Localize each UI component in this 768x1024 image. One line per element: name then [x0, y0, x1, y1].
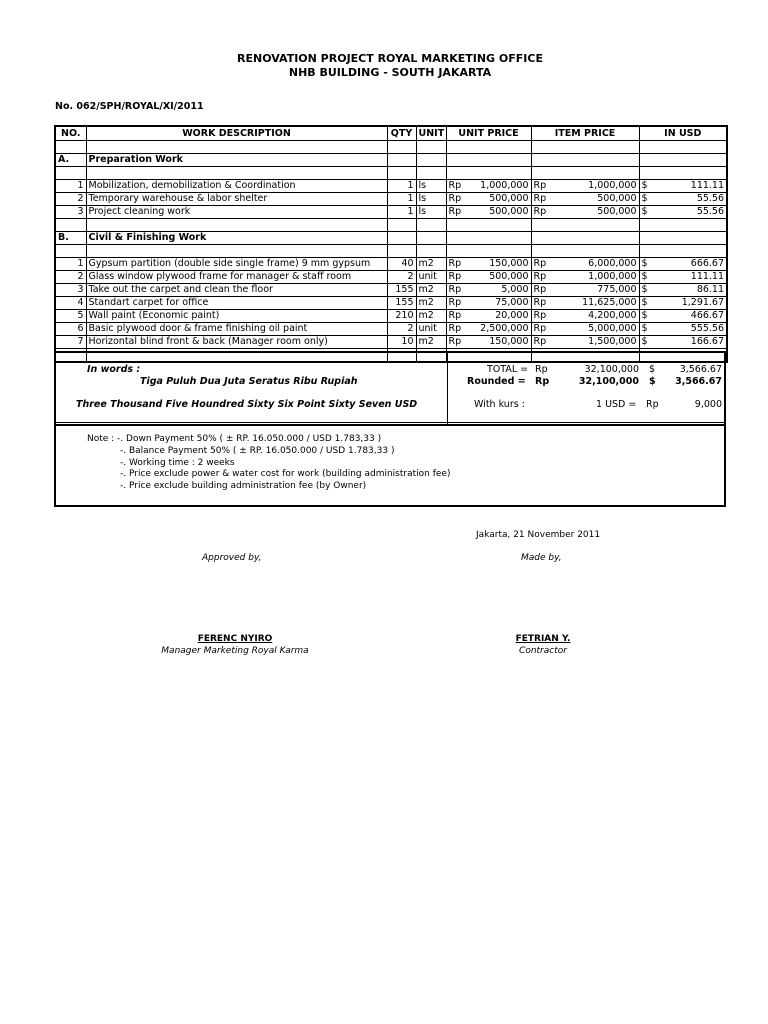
row-usd-currency: $ [639, 336, 659, 349]
spacer-row [55, 245, 727, 258]
rounded-usd: 3,566.67 [675, 376, 722, 387]
kurs-label: With kurs : [474, 399, 525, 410]
col-header-qty: QTY [387, 126, 416, 141]
row-unit-price: 75,000 [470, 297, 531, 310]
row-unit: ls [416, 206, 446, 219]
row-usd-currency: $ [639, 297, 659, 310]
row-unit-price-currency: Rp [446, 284, 470, 297]
table-row [55, 180, 727, 193]
row-unit-price: 500,000 [470, 206, 531, 219]
row-item-price-currency: Rp [531, 193, 555, 206]
words-usd: Three Thousand Five Houndred Sixty Six Point Sixty Seven USD [76, 399, 418, 410]
row-usd-currency: $ [639, 193, 659, 206]
section-title: Preparation Work [86, 154, 387, 167]
table-row [55, 193, 727, 206]
total-usd-symbol: $ [649, 364, 656, 375]
row-usd: 111.11 [659, 271, 727, 284]
summary-divider [447, 353, 448, 424]
row-item-price-currency: Rp [531, 258, 555, 271]
table-row [55, 310, 727, 323]
row-usd-currency: $ [639, 310, 659, 323]
maker-title: Contractor [519, 646, 567, 656]
row-description: Horizontal blind front & back (Manager room only) [86, 336, 387, 349]
row-qty: 210 [387, 310, 416, 323]
row-unit-price: 1,000,000 [470, 180, 531, 193]
row-unit-price-currency: Rp [446, 258, 470, 271]
rounded-rp: Rp [535, 376, 550, 387]
row-usd-currency: $ [639, 284, 659, 297]
maker-name: FETRIAN Y. [515, 634, 571, 644]
row-item-price-currency: Rp [531, 310, 555, 323]
row-unit-price-currency: Rp [446, 206, 470, 219]
row-usd-currency: $ [639, 180, 659, 193]
row-unit-price: 500,000 [470, 271, 531, 284]
note-line: -. Price exclude building administration fee (by Owner) [120, 481, 367, 491]
row-unit-price: 20,000 [470, 310, 531, 323]
row-no: 3 [55, 284, 86, 297]
row-description: Wall paint (Economic paint) [86, 310, 387, 323]
spacer-row [55, 167, 727, 180]
row-unit-price: 2,500,000 [470, 323, 531, 336]
row-description: Temporary warehouse & labor shelter [86, 193, 387, 206]
row-item-price: 1,000,000 [555, 180, 639, 193]
row-description: Basic plywood door & frame finishing oil paint [86, 323, 387, 336]
row-unit-price-currency: Rp [446, 271, 470, 284]
row-item-price: 500,000 [555, 193, 639, 206]
row-item-price-currency: Rp [531, 297, 555, 310]
row-unit: ls [416, 193, 446, 206]
note-line: Note : -. Down Payment 50% ( ± RP. 16.050.000 / USD 1.783,33 ) [87, 434, 382, 444]
row-unit-price: 150,000 [470, 336, 531, 349]
table-row [55, 206, 727, 219]
row-unit: unit [416, 271, 446, 284]
spacer-row [55, 141, 727, 154]
row-qty: 40 [387, 258, 416, 271]
table-row [55, 258, 727, 271]
made-by-label: Made by, [521, 553, 562, 563]
row-item-price: 6,000,000 [555, 258, 639, 271]
row-usd: 111.11 [659, 180, 727, 193]
row-qty: 1 [387, 206, 416, 219]
table-row [55, 323, 727, 336]
row-qty: 10 [387, 336, 416, 349]
in-words-label: In words : [87, 364, 141, 375]
row-item-price: 1,500,000 [555, 336, 639, 349]
row-unit-price: 5,000 [470, 284, 531, 297]
rounded-label: Rounded = [467, 376, 526, 387]
total-label: TOTAL = [487, 364, 529, 375]
row-description: Project cleaning work [86, 206, 387, 219]
row-unit-price: 150,000 [470, 258, 531, 271]
row-unit-price-currency: Rp [446, 180, 470, 193]
row-no: 4 [55, 297, 86, 310]
row-usd-currency: $ [639, 271, 659, 284]
row-qty: 155 [387, 284, 416, 297]
summary-box [54, 351, 726, 426]
document-subtitle: NHB BUILDING - SOUTH JAKARTA [288, 66, 492, 79]
row-item-price-currency: Rp [531, 323, 555, 336]
row-usd: 555.56 [659, 323, 727, 336]
row-usd: 55.56 [659, 206, 727, 219]
note-line: -. Balance Payment 50% ( ± RP. 16.050.000 / USD 1.783,33 ) [120, 446, 395, 456]
row-qty: 155 [387, 297, 416, 310]
col-header-unit-price: UNIT PRICE [446, 126, 531, 141]
row-unit-price-currency: Rp [446, 323, 470, 336]
row-item-price-currency: Rp [531, 336, 555, 349]
rounded-usd-symbol: $ [649, 376, 656, 387]
approver-name: FERENC NYIRO [197, 634, 273, 644]
row-item-price: 11,625,000 [555, 297, 639, 310]
row-no: 1 [55, 180, 86, 193]
row-unit: m2 [416, 284, 446, 297]
row-item-price: 4,200,000 [555, 310, 639, 323]
row-description: Take out the carpet and clean the floor [86, 284, 387, 297]
row-item-price-currency: Rp [531, 271, 555, 284]
section-title: Civil & Finishing Work [86, 232, 387, 245]
row-description: Glass window plywood frame for manager & staff room [86, 271, 387, 284]
row-usd-currency: $ [639, 258, 659, 271]
words-idr: Tiga Puluh Dua Juta Seratus Ribu Rupiah [140, 376, 358, 387]
row-description: Mobilization, demobilization & Coordination [86, 180, 387, 193]
row-unit-price-currency: Rp [446, 336, 470, 349]
table-row [55, 271, 727, 284]
row-unit-price-currency: Rp [446, 310, 470, 323]
col-header-item-price: ITEM PRICE [531, 126, 639, 141]
row-no: 6 [55, 323, 86, 336]
row-usd: 55.56 [659, 193, 727, 206]
row-unit-price: 500,000 [470, 193, 531, 206]
note-line: -. Working time : 2 weeks [120, 458, 235, 468]
row-no: 1 [55, 258, 86, 271]
row-qty: 1 [387, 193, 416, 206]
row-description: Gypsum partition (double side single frame) 9 mm gypsum [86, 258, 387, 271]
row-usd: 1,291.67 [659, 297, 727, 310]
row-unit: unit [416, 323, 446, 336]
document-number: No. 062/SPH/ROYAL/XI/2011 [55, 101, 204, 112]
col-header-usd: IN USD [639, 126, 727, 141]
row-item-price: 1,000,000 [555, 271, 639, 284]
document-title: RENOVATION PROJECT ROYAL MARKETING OFFICE [237, 52, 543, 65]
section-letter: B. [55, 232, 86, 245]
row-item-price: 500,000 [555, 206, 639, 219]
row-description: Standart carpet for office [86, 297, 387, 310]
row-usd-currency: $ [639, 323, 659, 336]
row-unit-price-currency: Rp [446, 193, 470, 206]
spacer-row [55, 219, 727, 232]
row-item-price: 5,000,000 [555, 323, 639, 336]
approved-by-label: Approved by, [202, 553, 262, 563]
row-usd-currency: $ [639, 206, 659, 219]
row-item-price: 775,000 [555, 284, 639, 297]
note-line: -. Price exclude power & water cost for work (building administration fee) [120, 469, 451, 479]
row-unit: ls [416, 180, 446, 193]
table-row [55, 297, 727, 310]
rounded-value: 32,100,000 [578, 376, 639, 387]
kurs-rp: Rp [646, 399, 659, 410]
notes-box [54, 422, 726, 507]
col-header-no: NO. [55, 126, 86, 141]
kurs-value: 9,000 [694, 399, 722, 410]
row-no: 7 [55, 336, 86, 349]
row-unit-price-currency: Rp [446, 297, 470, 310]
row-usd: 166.67 [659, 336, 727, 349]
row-usd: 86.11 [659, 284, 727, 297]
row-no: 2 [55, 193, 86, 206]
col-header-unit: UNIT [416, 126, 446, 141]
approver-title: Manager Marketing Royal Karma [161, 646, 309, 656]
row-usd: 666.67 [659, 258, 727, 271]
total-value: 32,100,000 [584, 364, 639, 375]
section-a-row [55, 154, 727, 167]
row-unit: m2 [416, 258, 446, 271]
section-b-row [55, 232, 727, 245]
row-no: 3 [55, 206, 86, 219]
row-item-price-currency: Rp [531, 284, 555, 297]
row-qty: 1 [387, 180, 416, 193]
section-letter: A. [55, 154, 86, 167]
row-no: 2 [55, 271, 86, 284]
row-usd: 466.67 [659, 310, 727, 323]
table-row [55, 336, 727, 349]
col-header-description: WORK DESCRIPTION [86, 126, 387, 141]
row-no: 5 [55, 310, 86, 323]
row-unit: m2 [416, 336, 446, 349]
total-usd: 3,566.67 [679, 364, 722, 375]
row-unit: m2 [416, 310, 446, 323]
table-row [55, 284, 727, 297]
row-item-price-currency: Rp [531, 206, 555, 219]
kurs-equation: 1 USD = [596, 399, 637, 410]
row-qty: 2 [387, 271, 416, 284]
row-qty: 2 [387, 323, 416, 336]
row-item-price-currency: Rp [531, 180, 555, 193]
place-date: Jakarta, 21 November 2011 [476, 530, 601, 540]
quotation-table [54, 125, 728, 363]
table-header-row [55, 126, 727, 141]
total-rp: Rp [535, 364, 548, 375]
row-unit: m2 [416, 297, 446, 310]
